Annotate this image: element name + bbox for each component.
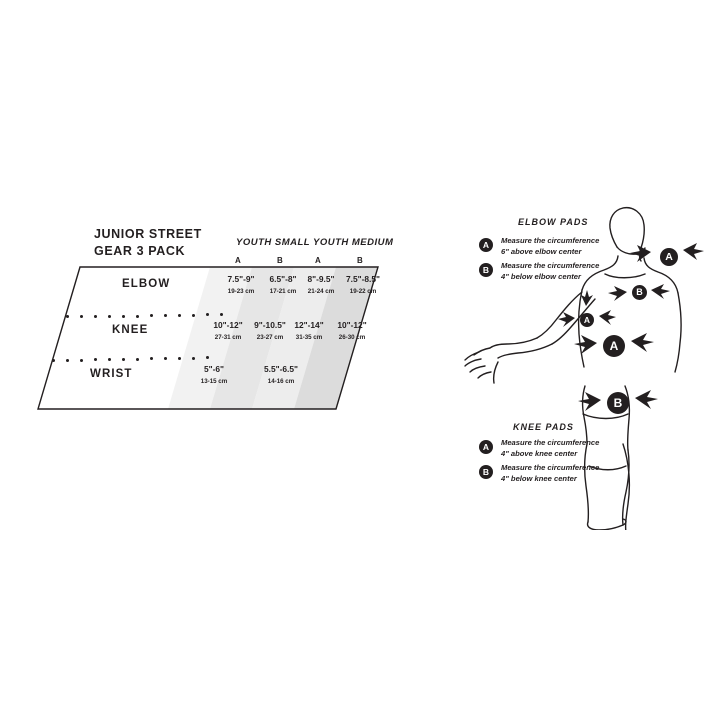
cell-cm: 17-21 cm — [269, 288, 297, 295]
column-header-ym-b: B — [357, 256, 364, 265]
row-separator-dots — [52, 313, 382, 317]
cell-inch: 10"-12" — [213, 320, 243, 330]
marker-forearm-a-icon: A — [580, 313, 594, 327]
bullet-b-icon: B — [479, 465, 493, 479]
legend-elbow-b-text — [501, 261, 599, 282]
legend-line-1: Measure the circumference — [501, 463, 600, 472]
marker-elbow-a-icon: A — [660, 248, 678, 266]
chart-title-line1: JUNIOR STREET — [94, 227, 202, 241]
cell-cm: 31-35 cm — [295, 334, 323, 341]
cell-inch: 9"-10.5" — [254, 320, 286, 330]
chart-title — [94, 226, 244, 260]
legend-line-2: 4" below elbow center — [501, 271, 581, 281]
row-label-elbow: ELBOW — [122, 278, 171, 290]
cell-inch: 7.5"-9" — [227, 274, 255, 284]
cell-inch: 12"-14" — [294, 320, 324, 330]
measurement-illustration — [455, 200, 705, 530]
cell-inch: 5.5"-6.5" — [263, 364, 298, 374]
marker-knee-a-icon: A — [603, 335, 625, 357]
cell-cm: 14-16 cm — [267, 378, 295, 385]
cell-inch: 6.5"-8" — [269, 274, 297, 284]
cell-wrist-ys-b — [258, 364, 304, 387]
legend-line-1: Measure the circumference — [501, 438, 600, 447]
cell-knee-ys-a — [205, 320, 251, 343]
legend-line-1: Measure the circumference — [501, 261, 600, 270]
cell-inch: 8"-9.5" — [307, 274, 335, 284]
bullet-a-icon: A — [479, 440, 493, 454]
cell-cm: 21-24 cm — [307, 288, 335, 295]
row-label-knee: KNEE — [112, 324, 149, 336]
size-chart — [30, 215, 400, 420]
cell-knee-ym-b — [329, 320, 375, 343]
legend-knee-b-text — [501, 463, 599, 484]
cell-elbow-ym-b — [340, 274, 386, 297]
marker-knee-b-icon: B — [607, 392, 629, 414]
column-header-ys-a: A — [235, 256, 242, 265]
cell-elbow-ys-a — [218, 274, 264, 297]
row-separator-dots — [38, 356, 368, 360]
column-header-ym-a: A — [315, 256, 322, 265]
bullet-b-icon: B — [479, 263, 493, 277]
legend-line-2: 4" below knee center — [501, 473, 577, 483]
group-header-youth-small: YOUTH SMALL — [236, 237, 311, 248]
cell-cm: 19-23 cm — [227, 288, 255, 295]
chart-title-line2: GEAR 3 PACK — [94, 244, 186, 258]
legend-line-2: 6" above elbow center — [501, 246, 582, 256]
legend-knee-a-text — [501, 438, 599, 459]
cell-knee-ym-a — [286, 320, 332, 343]
row-label-wrist: WRIST — [90, 368, 133, 380]
group-header-youth-medium: YOUTH MEDIUM — [313, 237, 394, 248]
cell-cm: 23-27 cm — [256, 334, 284, 341]
cell-inch: 5"-6" — [203, 364, 225, 374]
legend-elbow-a-text — [501, 236, 599, 257]
cell-cm: 19-22 cm — [349, 288, 377, 295]
cell-cm: 13-15 cm — [200, 378, 228, 385]
cell-inch: 10"-12" — [337, 320, 367, 330]
cell-wrist-ys-a — [191, 364, 237, 387]
cell-elbow-ym-a — [298, 274, 344, 297]
cell-inch: 7.5"-8.5" — [345, 274, 380, 284]
elbow-pads-heading: ELBOW PADS — [518, 217, 589, 227]
legend-line-2: 4" above knee center — [501, 448, 578, 458]
bullet-a-icon: A — [479, 238, 493, 252]
legend-line-1: Measure the circumference — [501, 236, 600, 245]
knee-pads-heading: KNEE PADS — [513, 422, 574, 432]
cell-cm: 27-31 cm — [214, 334, 242, 341]
cell-cm: 26-30 cm — [338, 334, 366, 341]
marker-elbow-b-icon: B — [632, 285, 647, 300]
column-header-ys-b: B — [277, 256, 284, 265]
